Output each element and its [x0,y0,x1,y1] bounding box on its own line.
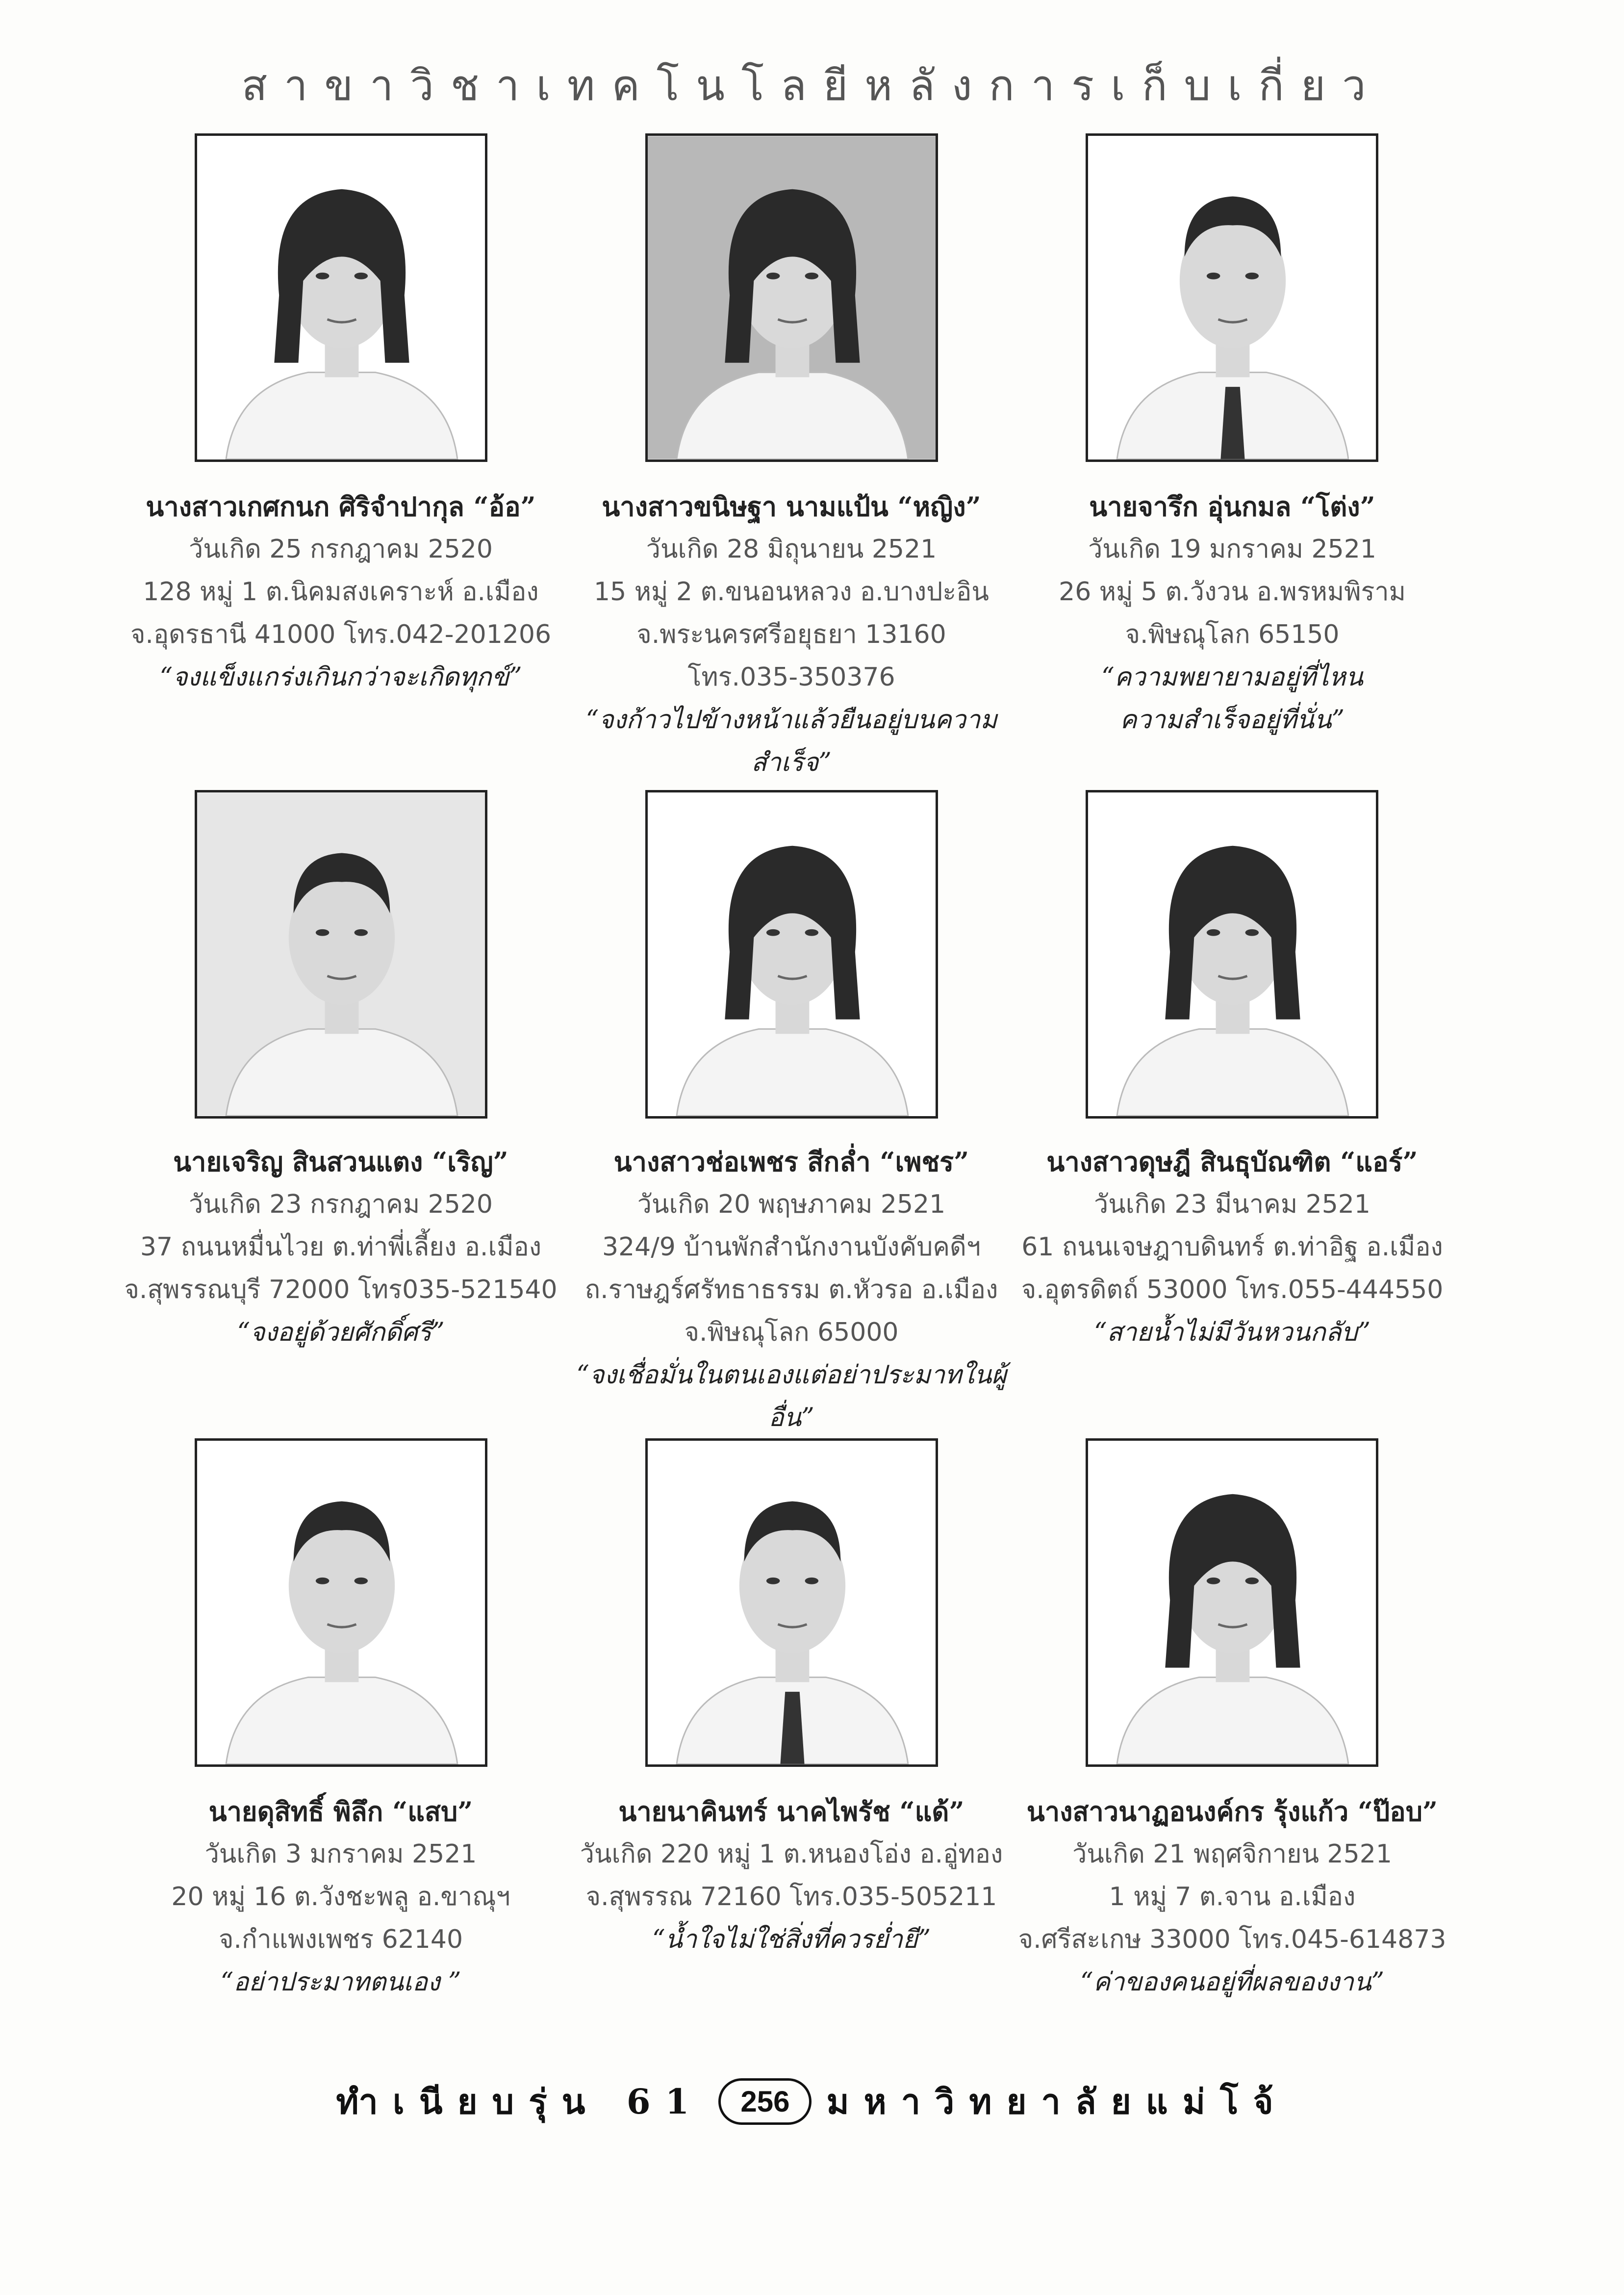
student-quote: “จงอยู่ด้วยศักดิ์ศรี” [237,1318,445,1347]
student-detail-line: จ.สุพรรณบุรี 72000 โทร035-521540 [124,1275,558,1304]
student-info [997,485,1468,741]
student-detail-line: จ.สุพรรณ 72160 โทร.035-505211 [585,1882,997,1912]
student-quote: “จงก้าวไปข้างหน้าแล้วยืนอยู่บนความสำเร็จ” [585,705,997,777]
student-name: นางสาวดุษฎี สินธุบัณฑิต “แอร์” [1046,1146,1418,1177]
student-photo [1086,1438,1378,1767]
portrait-image [1088,1441,1376,1764]
student-detail-line: วันเกิด 220 หมู่ 1 ต.หนองโอ่ง อ.อู่ทอง [580,1839,1003,1869]
student-info [556,1141,1027,1439]
student-quote: “อย่าประมาทตนเอง ” [220,1967,461,1997]
student-quote: ความสำเร็จอยู่ที่นั่น” [1119,705,1345,735]
footer-university-label: มหาวิทยาลัยแม่โจ้ [826,2081,1288,2122]
portrait-image [1088,792,1376,1116]
student-detail-line: วันเกิด 25 กรกฎาคม 2520 [189,535,493,564]
student-info [997,1141,1468,1354]
student-name: นางสาวนาฏอนงค์กร รุ้งแก้ว “ป๊อบ” [1026,1796,1438,1827]
student-detail-line: วันเกิด 23 กรกฎาคม 2520 [189,1190,493,1219]
student-quote: “จงเชื่อมั่นในตนเองแต่อย่าประมาทในผู้อื่น” [576,1360,1007,1432]
student-detail-line: 1 หมู่ 7 ต.จาน อ.เมือง [1109,1882,1356,1912]
student-detail-line: วันเกิด 23 มีนาคม 2521 [1094,1190,1370,1219]
student-name: นายจารึก อุ่นกมล “โต่ง” [1089,491,1375,522]
student-detail-line: จ.ศรีสะเกษ 33000 โทร.045-614873 [1018,1925,1446,1954]
student-name: นางสาวขนิษฐา นามแป้น “หญิง” [602,491,981,522]
student-detail-line: จ.กำแพงเพชร 62140 [218,1925,463,1954]
student-photo [195,790,487,1119]
page-footer [0,2074,1624,2129]
student-info [997,1790,1468,2004]
student-detail-line: 20 หมู่ 16 ต.วังชะพลู อ.ขาณุฯ [171,1882,510,1912]
student-photo [645,133,938,462]
student-info [556,1790,1027,1961]
student-detail-line: จ.อุดรธานี 41000 โทร.042-201206 [130,620,552,649]
student-photo [195,133,487,462]
student-detail-line: วันเกิด 19 มกราคม 2521 [1088,535,1376,564]
portrait-image [197,1441,485,1764]
student-quote: “ค่าของคนอยู่ที่ผลของงาน” [1080,1967,1385,1997]
student-quote: “น้ำใจไม่ใช่สิ่งที่ควรย่ำยี” [652,1925,931,1954]
student-photo [195,1438,487,1767]
student-name: นายดุสิทธิ์ พิลึก “แสบ” [208,1796,473,1827]
student-photo [645,1438,938,1767]
student-name: นายนาคินทร์ นาคไพรัช “แด้” [618,1796,964,1827]
student-detail-line: 324/9 บ้านพักสำนักงานบังคับคดีฯ [602,1232,981,1262]
portrait-image [197,792,485,1116]
student-detail-line: จ.พระนครศรีอยุธยา 13160 [636,620,946,649]
page-number: 256 [718,2078,812,2125]
footer-yearbook-label: ทำเนียบรุ่น 61 [336,2081,704,2122]
student-detail-line: วันเกิด 21 พฤศจิกายน 2521 [1072,1839,1392,1869]
student-detail-line: วันเกิด 3 มกราคม 2521 [204,1839,477,1869]
portrait-image [1088,136,1376,459]
student-detail-line: 61 ถนนเจษฎาบดินทร์ ต.ท่าอิฐ อ.เมือง [1021,1232,1443,1262]
page-title: สาขาวิชาเทคโนโลยีหลังการเก็บเกี่ยว [241,61,1383,110]
student-photo [645,790,938,1119]
portrait-image [648,792,936,1116]
student-name: นางสาวเกศกนก ศิริจำปากุล “อ้อ” [146,491,536,522]
student-photo [1086,790,1378,1119]
student-detail-line: จ.พิษณุโลก 65000 [684,1318,899,1347]
student-detail-line: 128 หมู่ 1 ต.นิคมสงเคราะห์ อ.เมือง [143,577,539,607]
student-detail-line: 26 หมู่ 5 ต.วังวน อ.พรหมพิราม [1059,577,1406,607]
portrait-image [197,136,485,459]
student-detail-line: ถ.ราษฎร์ศรัทธาธรรม ต.หัวรอ อ.เมือง [584,1275,998,1304]
student-detail-line: 15 หมู่ 2 ต.ขนอนหลวง อ.บางปะอิน [594,577,989,607]
student-photo [1086,133,1378,462]
student-detail-line: วันเกิด 28 มิถุนายน 2521 [646,535,937,564]
student-detail-line: วันเกิด 20 พฤษภาคม 2521 [637,1190,946,1219]
student-info [556,485,1027,784]
student-quote: “จงแข็งแกร่งเกินกว่าจะเกิดทุกข์” [159,663,522,692]
portrait-image [648,136,936,459]
student-info [105,1141,576,1354]
student-detail-line: โทร.035-350376 [687,663,895,692]
student-detail-line: จ.อุตรดิตถ์ 53000 โทร.055-444550 [1021,1275,1444,1304]
student-name: นางสาวช่อเพชร สีกล่ำ “เพชร” [613,1146,969,1177]
student-name: นายเจริญ สินสวนแตง “เริญ” [173,1146,508,1177]
student-info [105,485,576,699]
student-detail-line: 37 ถนนหมื่นไวย ต.ท่าพี่เลี้ยง อ.เมือง [140,1232,542,1262]
student-info [105,1790,576,2004]
student-quote: “สายน้ำไม่มีวันหวนกลับ” [1093,1318,1371,1347]
portrait-image [648,1441,936,1764]
student-quote: “ความพยายามอยู่ที่ไหน [1101,663,1363,692]
student-detail-line: จ.พิษณุโลก 65150 [1125,620,1340,649]
